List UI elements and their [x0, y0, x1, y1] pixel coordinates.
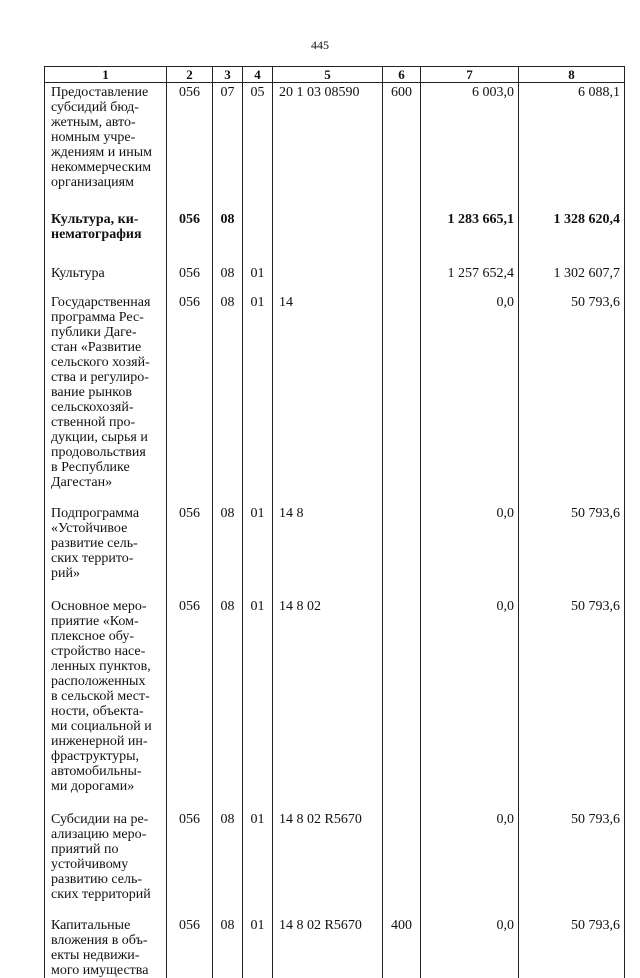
column-header-4: 4: [243, 67, 273, 83]
table-row: [45, 597, 625, 810]
target-article-code: 14 8 02: [273, 597, 383, 810]
table-row: [45, 83, 625, 211]
budget-table: [44, 66, 625, 978]
amount-col-8: 50 793,6: [519, 504, 625, 597]
row-name-line: в Республике: [51, 460, 162, 475]
subsection-code: 01: [243, 916, 273, 978]
section-code: 08: [213, 597, 243, 810]
row-name-line: продовольствия: [51, 445, 162, 460]
header-row: [45, 67, 625, 83]
row-name-line: стройство насе-: [51, 644, 162, 659]
row-name: [45, 916, 167, 978]
target-article-code: 14 8 02 R5670: [273, 810, 383, 916]
expense-type-code: [383, 264, 421, 293]
ministry-code: 056: [167, 504, 213, 597]
row-name-line: сельскохозяй-: [51, 400, 162, 415]
row-name-line: Капитальные: [51, 918, 162, 933]
subsection-code: 01: [243, 293, 273, 504]
amount-col-7: 6 003,0: [421, 83, 519, 211]
column-header-1: 1: [45, 67, 167, 83]
row-name-line: плексное обу-: [51, 629, 162, 644]
expense-type-code: [383, 810, 421, 916]
section-code: 08: [213, 210, 243, 264]
row-name-line: развитию сель-: [51, 872, 162, 887]
ministry-code: 056: [167, 210, 213, 264]
row-name-line: ственной про-: [51, 415, 162, 430]
expense-type-code: [383, 597, 421, 810]
row-name-line: екты недвижи-: [51, 948, 162, 963]
subsection-code: 01: [243, 810, 273, 916]
section-code: 08: [213, 264, 243, 293]
row-name-line: Субсидии на ре-: [51, 812, 162, 827]
target-article-code: 20 1 03 08590: [273, 83, 383, 211]
row-name-line: ждениям и иным: [51, 145, 162, 160]
ministry-code: 056: [167, 264, 213, 293]
amount-col-8: 6 088,1: [519, 83, 625, 211]
row-name-line: нематография: [51, 227, 162, 242]
row-name: [45, 597, 167, 810]
subsection-code: 01: [243, 504, 273, 597]
column-header-5: 5: [273, 67, 383, 83]
row-name-line: субсидий бюд-: [51, 100, 162, 115]
row-name-line: ских территорий: [51, 887, 162, 902]
row-name: [45, 293, 167, 504]
row-name-line: ства и регулиро-: [51, 370, 162, 385]
row-name-line: ализацию меро-: [51, 827, 162, 842]
row-name-line: Предоставление: [51, 85, 162, 100]
row-name: [45, 504, 167, 597]
row-name-line: организациям: [51, 175, 162, 190]
row-name-line: Дагестан»: [51, 475, 162, 490]
ministry-code: 056: [167, 597, 213, 810]
table-row: [45, 810, 625, 916]
column-header-2: 2: [167, 67, 213, 83]
row-name-line: вложения в объ-: [51, 933, 162, 948]
section-code: 08: [213, 916, 243, 978]
row-name-line: фраструктуры,: [51, 749, 162, 764]
row-name-line: рий»: [51, 566, 162, 581]
ministry-code: 056: [167, 293, 213, 504]
target-article-code: 14: [273, 293, 383, 504]
row-name-line: в сельской мест-: [51, 689, 162, 704]
row-name-line: публики Даге-: [51, 325, 162, 340]
row-name: [45, 810, 167, 916]
expense-type-code: [383, 210, 421, 264]
row-name-line: некоммерческим: [51, 160, 162, 175]
column-header-6: 6: [383, 67, 421, 83]
column-header-3: 3: [213, 67, 243, 83]
section-code: 08: [213, 504, 243, 597]
table-body: [45, 83, 625, 978]
section-code: 07: [213, 83, 243, 211]
amount-col-8: 1 302 607,7: [519, 264, 625, 293]
ministry-code: 056: [167, 810, 213, 916]
target-article-code: 14 8: [273, 504, 383, 597]
table-row: [45, 210, 625, 264]
target-article-code: [273, 210, 383, 264]
row-name-line: программа Рес-: [51, 310, 162, 325]
row-name-line: автомобильны-: [51, 764, 162, 779]
row-name: [45, 264, 167, 293]
row-name-line: Основное меро-: [51, 599, 162, 614]
row-name: [45, 210, 167, 264]
amount-col-7: 1 257 652,4: [421, 264, 519, 293]
row-name-line: мого имущества: [51, 963, 162, 978]
amount-col-8: 50 793,6: [519, 597, 625, 810]
row-name-line: ми социальной и: [51, 719, 162, 734]
row-name-line: Государственная: [51, 295, 162, 310]
expense-type-code: [383, 293, 421, 504]
amount-col-7: 0,0: [421, 916, 519, 978]
amount-col-7: 0,0: [421, 504, 519, 597]
column-header-7: 7: [421, 67, 519, 83]
row-name-line: расположенных: [51, 674, 162, 689]
section-code: 08: [213, 293, 243, 504]
amount-col-7: 1 283 665,1: [421, 210, 519, 264]
ministry-code: 056: [167, 916, 213, 978]
table-row: [45, 504, 625, 597]
section-code: 08: [213, 810, 243, 916]
target-article-code: 14 8 02 R5670: [273, 916, 383, 978]
target-article-code: [273, 264, 383, 293]
row-name-line: «Устойчивое: [51, 521, 162, 536]
expense-type-code: 400: [383, 916, 421, 978]
table-row: [45, 916, 625, 978]
row-name-line: ских террито-: [51, 551, 162, 566]
row-name-line: устойчивому: [51, 857, 162, 872]
row-name-line: стан «Развитие: [51, 340, 162, 355]
row-name-line: ми дорогами»: [51, 779, 162, 794]
ministry-code: 056: [167, 83, 213, 211]
expense-type-code: [383, 504, 421, 597]
subsection-code: 05: [243, 83, 273, 211]
row-name-line: Подпрограмма: [51, 506, 162, 521]
amount-col-8: 50 793,6: [519, 916, 625, 978]
row-name-line: развитие сель-: [51, 536, 162, 551]
subsection-code: 01: [243, 597, 273, 810]
row-name-line: Культура, ки-: [51, 212, 162, 227]
row-name-line: ности, объекта-: [51, 704, 162, 719]
amount-col-8: 50 793,6: [519, 810, 625, 916]
table-row: [45, 293, 625, 504]
amount-col-7: 0,0: [421, 810, 519, 916]
row-name-line: Культура: [51, 266, 162, 281]
table-row: [45, 264, 625, 293]
row-name-line: сельского хозяй-: [51, 355, 162, 370]
page-number: 445: [0, 38, 640, 53]
row-name-line: номным учре-: [51, 130, 162, 145]
subsection-code: [243, 210, 273, 264]
subsection-code: 01: [243, 264, 273, 293]
amount-col-8: 50 793,6: [519, 293, 625, 504]
row-name-line: инженерной ин-: [51, 734, 162, 749]
row-name-line: вание рынков: [51, 385, 162, 400]
row-name-line: ленных пунктов,: [51, 659, 162, 674]
row-name: [45, 83, 167, 211]
expense-type-code: 600: [383, 83, 421, 211]
amount-col-7: 0,0: [421, 293, 519, 504]
amount-col-8: 1 328 620,4: [519, 210, 625, 264]
amount-col-7: 0,0: [421, 597, 519, 810]
row-name-line: приятий по: [51, 842, 162, 857]
column-header-8: 8: [519, 67, 625, 83]
row-name-line: жетным, авто-: [51, 115, 162, 130]
row-name-line: дукции, сырья и: [51, 430, 162, 445]
row-name-line: приятие «Ком-: [51, 614, 162, 629]
